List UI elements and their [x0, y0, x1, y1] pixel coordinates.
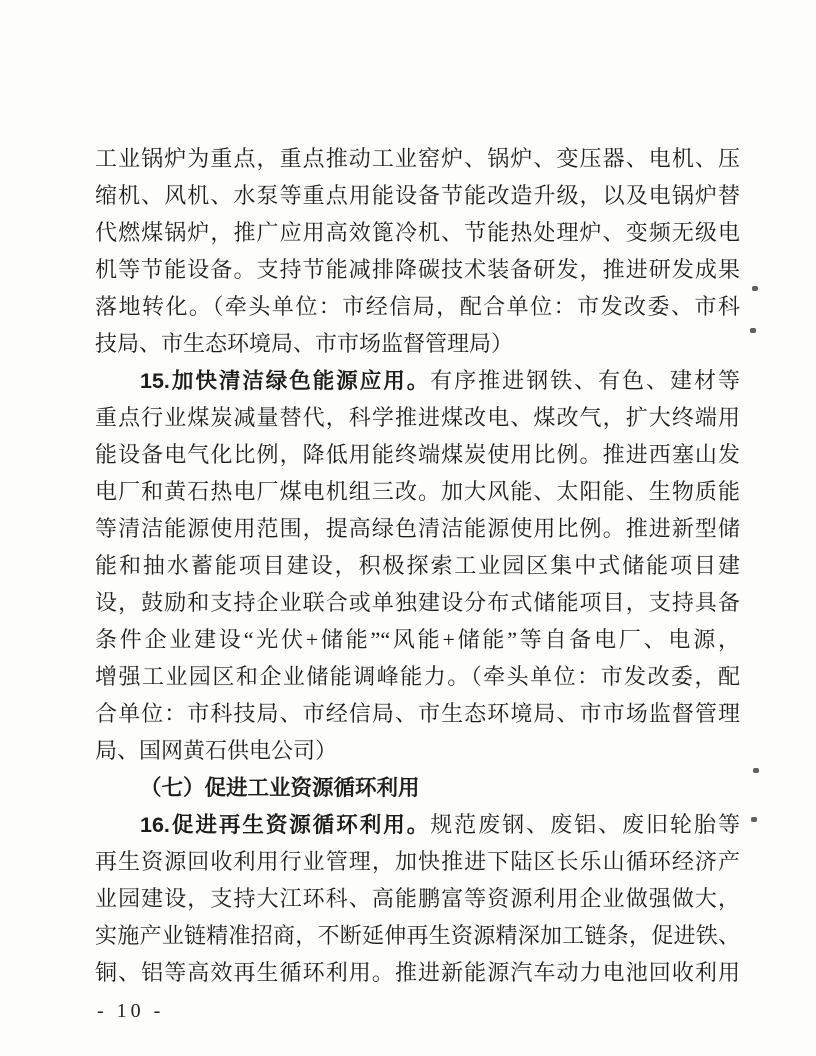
- text-run: 业园建设，支持大江环科、高能鹏富等资源利用企业做强做大，: [95, 886, 740, 911]
- text-run: 设，鼓励和支持企业联合或单独建设分布式储能项目，支持具备: [95, 590, 740, 615]
- text-line: [95, 436, 740, 473]
- text-run: 工业锅炉为重点，重点推动工业窑炉、锅炉、变压器、电机、压: [95, 146, 740, 171]
- text-run: 规范废钢、废铝、废旧轮胎等: [430, 812, 740, 837]
- text-run: 重点行业煤炭减量替代，科学推进煤改电、煤改气，扩大终端用: [95, 405, 740, 430]
- text-line: [95, 251, 740, 288]
- text-line: [95, 584, 740, 621]
- text-line: [95, 288, 740, 325]
- text-run: 落地转化。（牵头单位：市经信局，配合单位：市发改委、市科: [95, 294, 740, 319]
- text-run: 技局、市生态环境局、市市场监督管理局）: [95, 331, 514, 356]
- text-line: [95, 732, 740, 769]
- section-heading-line: [95, 769, 740, 806]
- text-run: 局、国网黄石供电公司）: [95, 738, 338, 763]
- text-line: [95, 177, 740, 214]
- text-run: 条件企业建设“光伏+储能”“风能+储能”等自备电厂、电源，: [95, 627, 740, 652]
- text-line: [95, 658, 740, 695]
- page-number: - 10 -: [97, 1000, 165, 1022]
- text-run: 机等节能设备。支持节能减排降碳技术装备研发，推进研发成果: [95, 257, 740, 282]
- text-line: [95, 806, 740, 843]
- text-line: [95, 140, 740, 177]
- text-run: 铜、铝等高效再生循环利用。推进新能源汽车动力电池回收利用: [95, 960, 740, 985]
- text-line: [95, 880, 740, 917]
- text-run: 再生资源回收利用行业管理，加快推进下陆区长乐山循环经济产: [95, 849, 740, 874]
- scan-artifact-dot: [752, 286, 758, 291]
- text-line: [95, 325, 740, 362]
- text-run: 电厂和黄石热电厂煤电机组三改。加大风能、太阳能、生物质能: [95, 479, 740, 504]
- text-run: 能设备电气化比例，降低用能终端煤炭使用比例。推进西塞山发: [95, 442, 740, 467]
- text-line: [95, 843, 740, 880]
- text-line: [95, 621, 740, 658]
- text-line: [95, 399, 740, 436]
- bold-text-run: 15.加快清洁绿色能源应用。: [140, 369, 431, 393]
- text-run: 合单位：市科技局、市经信局、市生态环境局、市市场监督管理: [95, 701, 740, 726]
- text-line: [95, 510, 740, 547]
- text-line: [95, 362, 740, 399]
- text-run: 有序推进钢铁、有色、建材等: [430, 368, 740, 393]
- scan-artifact-dot: [753, 768, 759, 773]
- text-run: 代燃煤锅炉，推广应用高效篦冷机、节能热处理炉、变频无级电: [95, 220, 740, 245]
- bold-text-run: 16.促进再生资源循环利用。: [140, 813, 431, 837]
- scan-artifact-dot: [751, 817, 757, 822]
- text-line: [95, 473, 740, 510]
- scan-artifact-dot: [750, 328, 756, 333]
- text-line: [95, 954, 740, 991]
- document-text-block: [95, 140, 740, 991]
- text-line: [95, 695, 740, 732]
- text-run: 缩机、风机、水泵等重点用能设备节能改造升级，以及电锅炉替: [95, 183, 740, 208]
- text-run: 能和抽水蓄能项目建设，积极探索工业园区集中式储能项目建: [95, 553, 740, 578]
- text-line: [95, 214, 740, 251]
- text-run: 增强工业园区和企业储能调峰能力。（牵头单位：市发改委，配: [95, 664, 740, 689]
- text-line: [95, 917, 740, 954]
- text-run: 等清洁能源使用范围，提高绿色清洁能源使用比例。推进新型储: [95, 516, 740, 541]
- text-line: [95, 547, 740, 584]
- text-run: 实施产业链精准招商，不断延伸再生资源精深加工链条，促进铁、: [95, 923, 740, 948]
- bold-text-run: （七）促进工业资源循环利用: [140, 776, 420, 800]
